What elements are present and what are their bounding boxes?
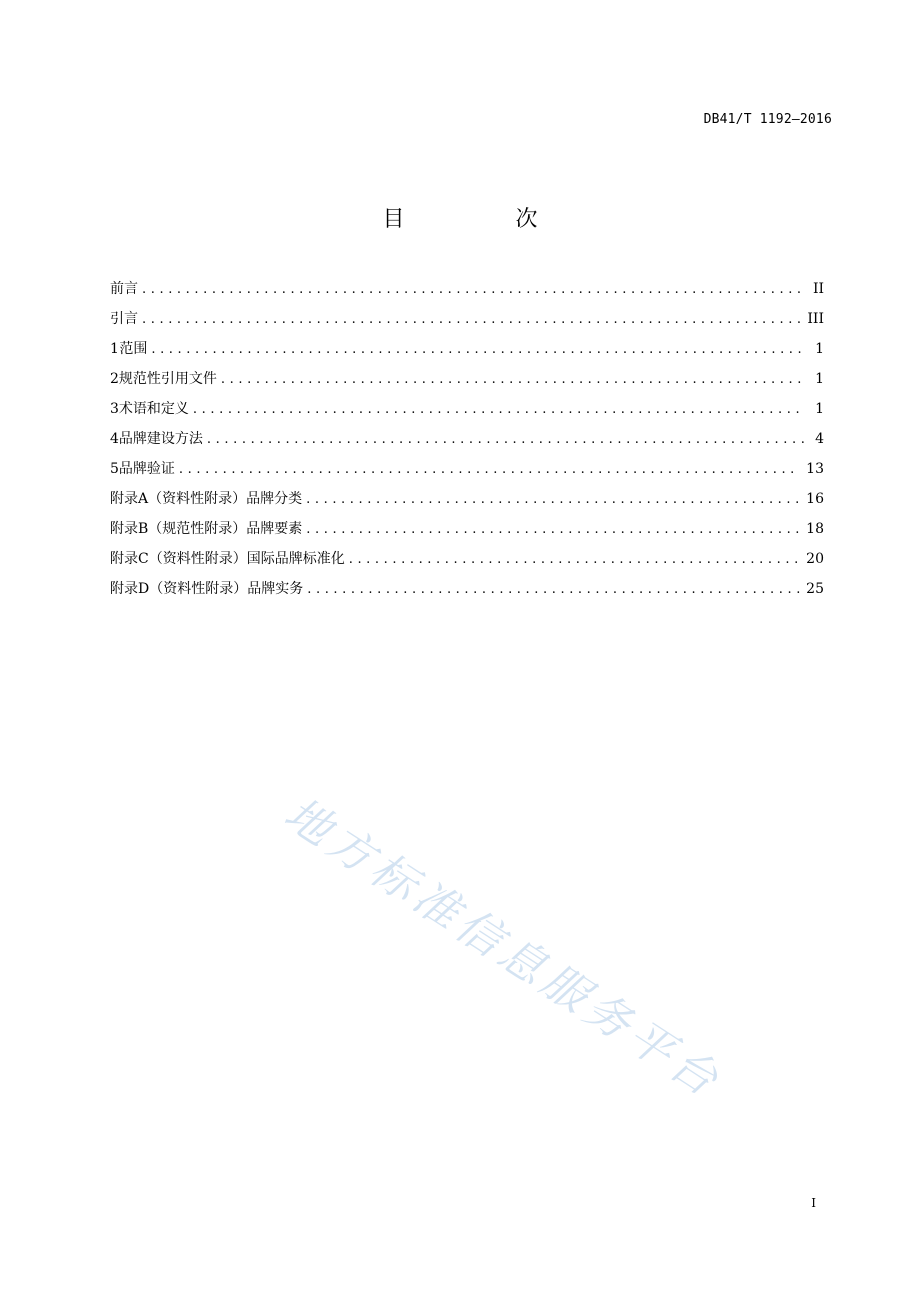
dot-leader <box>179 459 800 481</box>
toc-entry-page: 4 <box>815 431 824 447</box>
dot-leader <box>207 429 804 451</box>
document-code: DB41/T 1192—2016 <box>703 112 832 127</box>
dot-leader <box>306 489 800 511</box>
toc-entry-page: 16 <box>806 491 824 507</box>
dot-leader <box>142 309 801 331</box>
toc-entry-appendix-c[interactable] <box>110 548 824 578</box>
toc-entry-number: 4 <box>110 431 119 447</box>
toc-entry-page: 18 <box>806 521 824 537</box>
toc-entry-brand-verification[interactable] <box>110 458 824 488</box>
toc-entry-appendix-a[interactable] <box>110 488 824 518</box>
toc-entry-label: 品牌分类 <box>246 491 303 507</box>
toc-appendix-prefix: 附录A（资料性附录） <box>110 491 247 507</box>
dot-leader <box>307 579 800 601</box>
toc-entry-label: 规范性引用文件 <box>118 371 217 387</box>
toc-entry-normative-references[interactable] <box>110 368 824 398</box>
toc-entry-appendix-b[interactable] <box>110 518 824 548</box>
toc-entry-page: 1 <box>815 371 824 387</box>
toc-entry-number: 3 <box>110 401 119 417</box>
toc-entry-brand-building[interactable] <box>110 428 824 458</box>
toc-entry-terms-definitions[interactable] <box>110 398 824 428</box>
toc-entry-scope[interactable] <box>110 338 824 368</box>
page-number: I <box>811 1196 816 1210</box>
toc-entry-page: 1 <box>815 341 824 357</box>
toc-entry-introduction[interactable] <box>110 308 824 338</box>
toc-entry-label: 前言 <box>110 281 138 297</box>
toc-entry-number: 2 <box>110 371 119 387</box>
watermark: 地方标准信息服务平台 <box>275 786 732 1109</box>
toc-entry-label: 品牌建设方法 <box>118 431 203 447</box>
toc-entry-page: II <box>812 281 824 297</box>
toc-entry-label: 品牌实务 <box>247 581 304 597</box>
toc-entry-label: 术语和定义 <box>118 401 189 417</box>
toc-entry-page: 25 <box>806 581 824 597</box>
toc-entry-foreword[interactable] <box>110 278 824 308</box>
toc-appendix-prefix: 附录B（规范性附录） <box>110 521 247 537</box>
toc-entry-label: 引言 <box>110 311 138 327</box>
toc-entry-page: III <box>807 311 824 327</box>
toc-entry-label: 品牌要素 <box>246 521 303 537</box>
dot-leader <box>349 549 800 571</box>
toc-appendix-prefix: 附录D（资料性附录） <box>110 581 248 597</box>
dot-leader <box>151 339 804 361</box>
dot-leader <box>221 369 804 391</box>
toc-entry-page: 20 <box>806 551 824 567</box>
toc-entry-page: 1 <box>815 401 824 417</box>
toc-entry-label: 国际品牌标准化 <box>246 551 345 567</box>
dot-leader <box>306 519 800 541</box>
toc-entry-number: 5 <box>110 461 119 477</box>
toc-entry-page: 13 <box>806 461 824 477</box>
toc-appendix-prefix: 附录C（资料性附录） <box>110 551 247 567</box>
dot-leader <box>142 279 804 301</box>
page-title: 目 次 <box>382 207 590 232</box>
toc-entry-appendix-d[interactable] <box>110 578 824 608</box>
dot-leader <box>193 399 804 421</box>
toc-entry-number: 1 <box>110 341 119 357</box>
table-of-contents <box>110 278 824 608</box>
toc-entry-label: 品牌验证 <box>118 461 175 477</box>
toc-entry-label: 范围 <box>119 341 148 357</box>
